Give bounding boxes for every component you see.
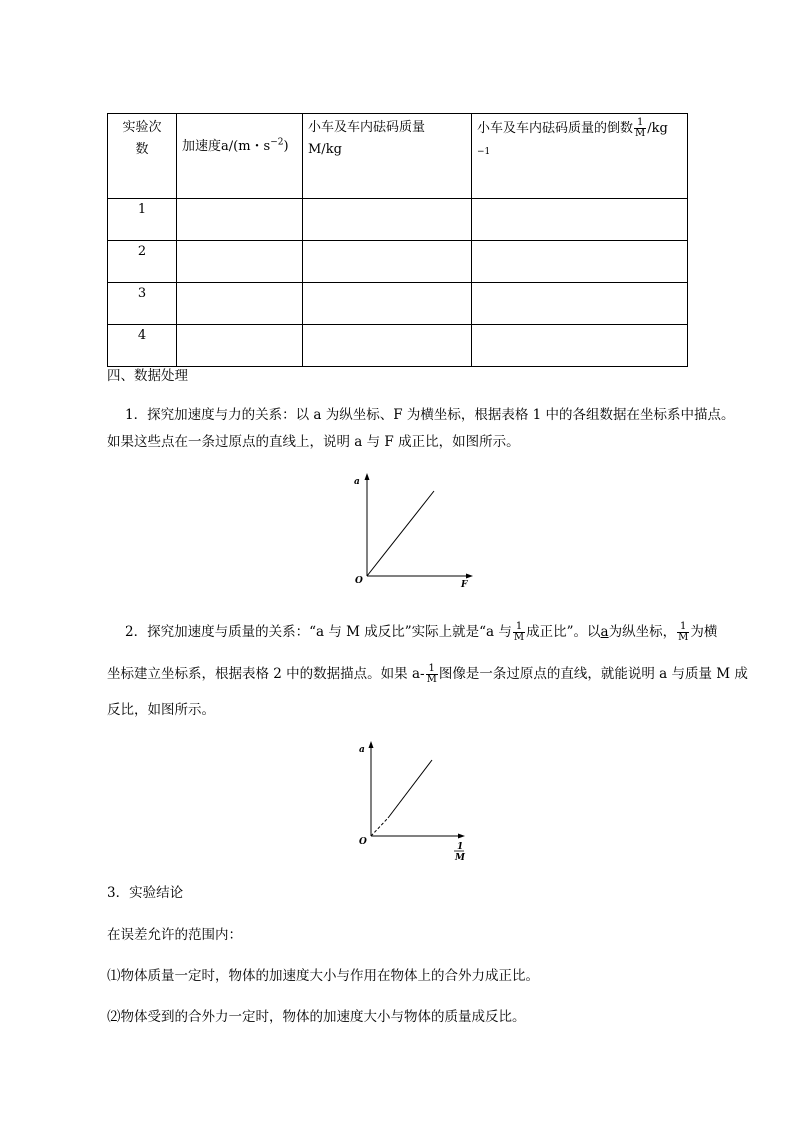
paragraph-2-line2 [107,664,748,685]
header-inv-prefix: 小车及车内砝码质量的倒数 [477,121,634,136]
p2-frac-2 [677,622,689,643]
table-row [108,199,688,241]
paragraph-2-line3: 反比，如图所示。 [107,702,215,718]
p2-text-d: 为纵坐标， [608,624,677,640]
paragraph-1-line2: 如果这些点在一条过原点的直线上，说明 a 与 F 成正比，如图所示。 [107,434,520,450]
table-cell [177,283,303,325]
header-trial [108,114,177,199]
origin-label: O [359,837,367,847]
p2-frac-1-den: M [513,632,525,643]
row-number: 4 [108,325,177,367]
p2-frac-3-num: 1 [426,664,438,675]
header-mass-line2: M/kg [308,142,342,157]
table-row [108,283,688,325]
p2-text-c: a [600,624,609,640]
header-inv-frac [634,118,646,139]
x-axis-arrow [466,574,473,579]
row-number: 3 [108,283,177,325]
header-acc-prefix: 加速度a/(m・s [182,139,271,154]
header-inverse-line1 [477,117,682,139]
p2-text-a: 2．探究加速度与质量的关系：“a 与 M 成反比”实际上就是“a 与 [125,624,512,640]
p2-frac-3-den: M [426,674,437,685]
x-axis-label-numerator: 1 [457,842,464,852]
table-cell [303,241,472,283]
p2-text-b: 成正比”。以 [526,624,601,640]
table-row [108,241,688,283]
x-axis-label-denominator: M [455,853,465,863]
table-cell [472,325,688,367]
table-cell [303,283,472,325]
section-title: 四、数据处理 [107,368,188,384]
header-inv-exp: −1 [477,147,491,157]
header-mass-line1: 小车及车内砝码质量 [308,120,426,135]
conclusion-title: 3．实验结论 [107,885,184,901]
header-acceleration [177,114,303,199]
p2-frac-1-num: 1 [513,622,525,633]
table-cell [177,241,303,283]
proportional-line [388,760,432,818]
p2-frac-2-num: 1 [677,622,689,633]
p2-line2-a: 坐标建立坐标系，根据表格 2 中的数据描点。如果 a- [107,666,425,682]
conclusion-intro: 在误差允许的范围内： [107,927,242,943]
table-header-row [108,114,688,199]
header-mass [303,114,472,199]
header-acceleration-text [182,135,297,154]
table-cell [472,199,688,241]
table-cell [472,241,688,283]
y-axis-arrow [369,741,374,748]
header-inv-unit: /kg [647,121,668,136]
x-axis-arrow [458,834,465,839]
header-trial-line1: 实验次 [122,120,162,135]
experiment-table [107,113,688,367]
y-axis-label: a [354,477,360,487]
conclusion-item-2: ⑵物体受到的合外力一定时，物体的加速度大小与物体的质量成反比。 [107,1009,526,1025]
y-axis-label: a [359,745,365,755]
figure-a-vs-inverse-m [350,738,480,868]
table-cell [472,283,688,325]
paragraph-1-line1: 1．探究加速度与力的关系：以 a 为纵坐标、F 为横坐标，根据表格 1 中的各组数据在坐标系中描点。 [125,407,735,423]
row-number: 2 [108,241,177,283]
proportional-line [367,491,434,576]
p2-frac-3 [426,664,438,685]
origin-label: O [355,576,363,586]
header-trial-line2: 数 [135,142,149,157]
conclusion-item-1: ⑴物体质量一定时，物体的加速度大小与作用在物体上的合外力成正比。 [107,968,539,984]
figure-a-vs-f [345,470,485,590]
header-inverse-mass [472,114,688,199]
row-number: 1 [108,199,177,241]
table-cell [177,325,303,367]
p2-line2-b: 图像是一条过原点的直线，就能说明 a 与质量 M 成 [438,666,748,682]
p2-frac-1 [513,622,525,643]
extrapolated-dashed-line [371,818,388,836]
table-cell [177,199,303,241]
table-cell [303,325,472,367]
p2-frac-2-den: M [678,632,689,643]
table-cell [303,199,472,241]
y-axis-arrow [365,473,370,480]
header-inv-frac-den: M [635,128,646,139]
p2-text-e: 为横 [690,624,718,640]
header-acc-suffix: ) [283,139,289,154]
x-axis-label: F [461,580,468,590]
paragraph-2-line1 [125,622,717,643]
header-inv-frac-num: 1 [634,118,646,129]
table-row [108,325,688,367]
header-acc-exp: −2 [270,137,284,148]
